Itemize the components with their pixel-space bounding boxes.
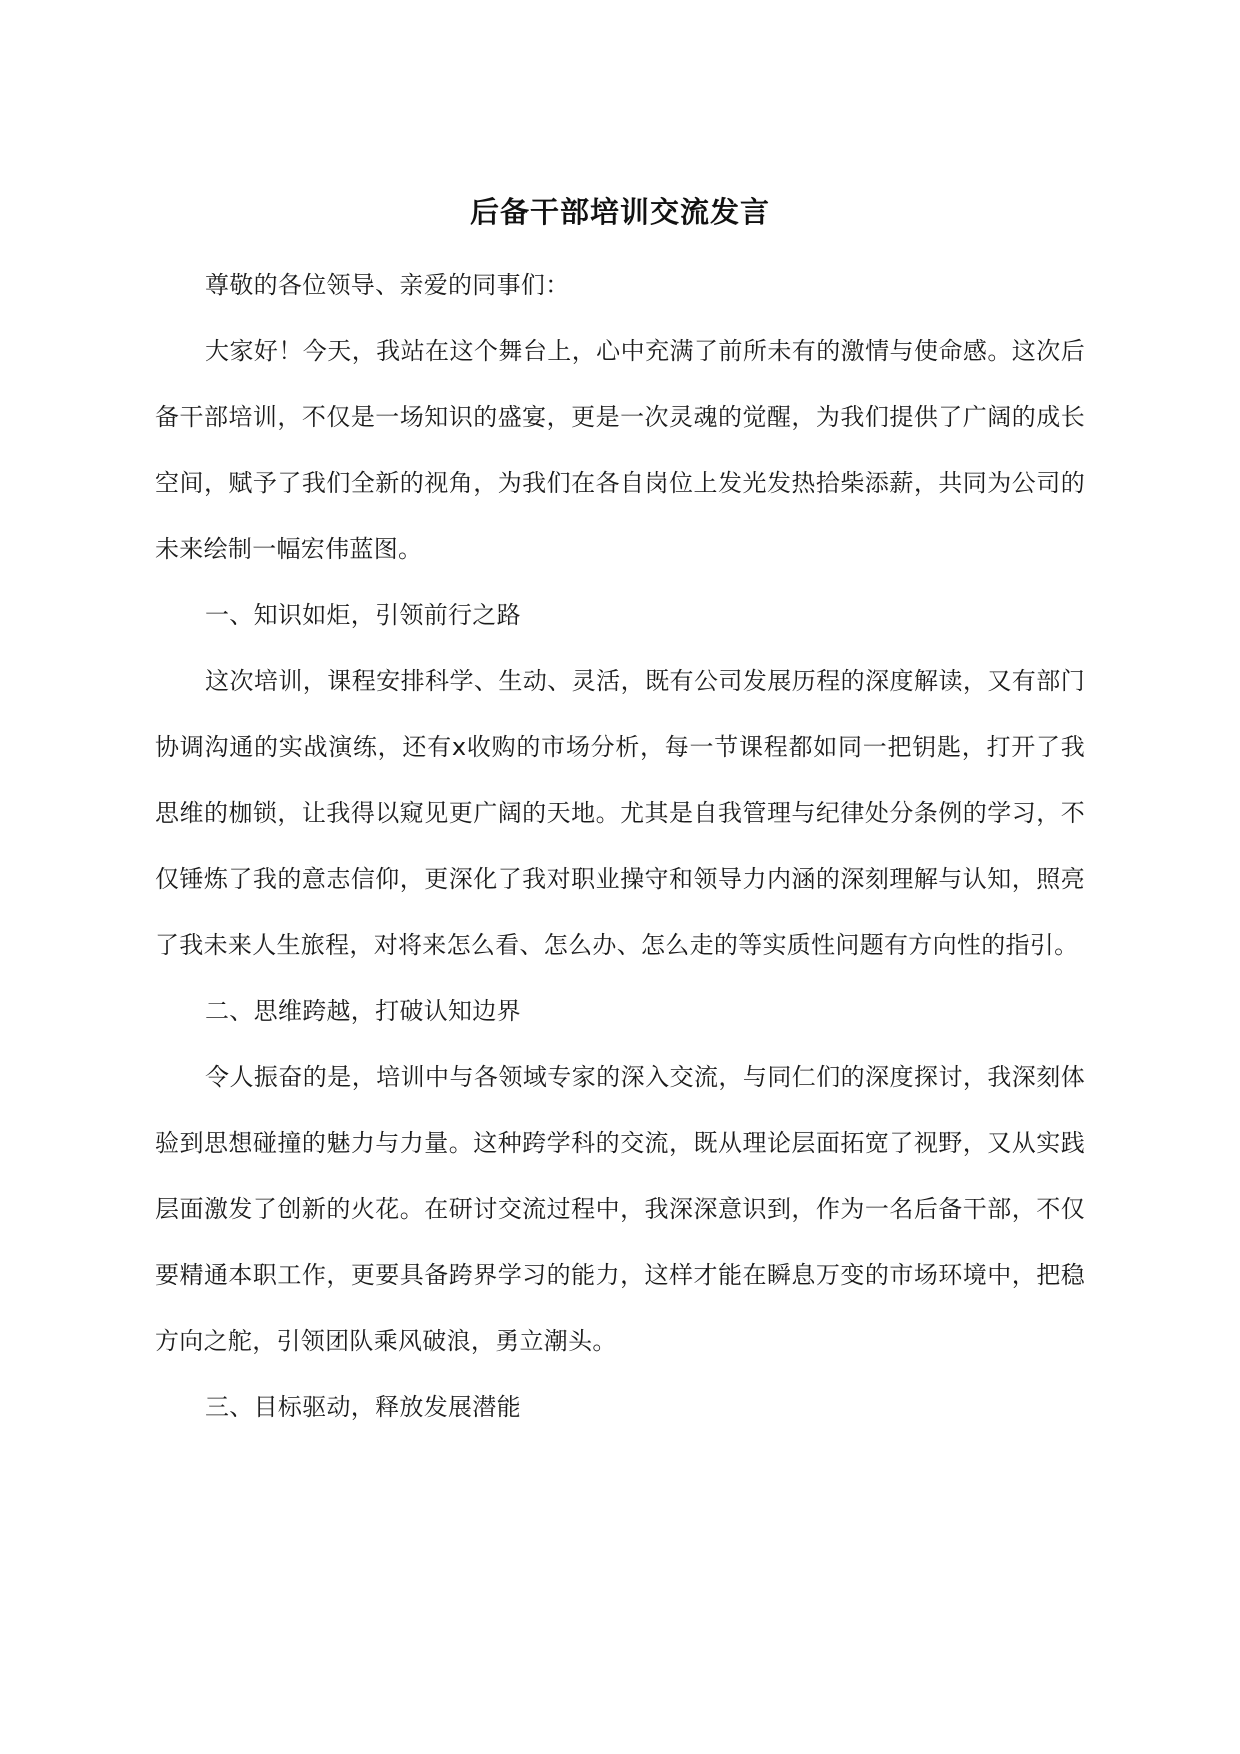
paragraph-section-2: 令人振奋的是，培训中与各领域专家的深入交流，与同仁们的深度探讨，我深刻体验到思想碰撞的魅力与力量。这种跨学科的交流，既从理论层面拓宽了视野，又从实践层面激发了创新的火花。在研讨交流过程中，我深深意识到，作为一名后备干部，不仅要精通本职工作，更要具备跨界学习的能力，这样才能在瞬息万变的市场环境中，把稳方向之舵，引领团队乘风破浪，勇立潮头。 [155, 1063, 1085, 1355]
paragraph-section-1: 这次培训，课程安排科学、生动、灵活，既有公司发展历程的深度解读，又有部门协调沟通的实战演练，还有x收购的市场分析，每一节课程都如同一把钥匙，打开了我思维的枷锁，让我得以窥见更广阔的天地。尤其是自我管理与纪律处分条例的学习，不仅锤炼了我的意志信仰，更深化了我对职业操守和领导力内涵的深刻理解与认知，照亮了我未来人生旅程，对将来怎么看、怎么办、怎么走的等实质性问题有方向性的指引。 [155, 667, 1085, 959]
document-body [155, 252, 1085, 1440]
paragraph-intro: 大家好！今天，我站在这个舞台上，心中充满了前所未有的激情与使命感。这次后备干部培训，不仅是一场知识的盛宴，更是一次灵魂的觉醒，为我们提供了广阔的成长空间，赋予了我们全新的视角，为我们在各自岗位上发光发热拾柴添薪，共同为公司的未来绘制一幅宏伟蓝图。 [155, 337, 1085, 563]
salutation: 尊敬的各位领导、亲爱的同事们： [205, 271, 570, 299]
section-heading-3: 三、目标驱动，释放发展潜能 [205, 1393, 521, 1421]
document-title: 后备干部培训交流发言 [469, 195, 770, 229]
section-heading-1: 一、知识如炬，引领前行之路 [205, 601, 521, 629]
section-heading-2: 二、思维跨越，打破认知边界 [205, 997, 521, 1025]
